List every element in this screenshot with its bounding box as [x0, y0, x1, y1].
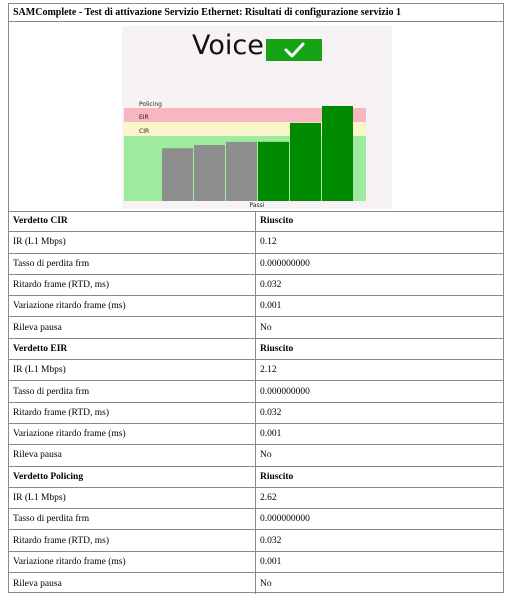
report-table	[8, 3, 504, 593]
table-row	[9, 424, 503, 445]
chart-plot	[122, 26, 392, 209]
verdict-label: Verdetto CIR	[9, 211, 256, 231]
table-row	[9, 509, 503, 530]
metric-label: Tasso di perdita frm	[9, 254, 256, 274]
metric-label: Ritardo frame (RTD, ms)	[9, 275, 256, 295]
metric-label: Rileva pausa	[9, 317, 256, 337]
chart-bar	[194, 145, 225, 201]
metric-label: Tasso di perdita frm	[9, 509, 256, 529]
chart-bar	[290, 123, 321, 201]
voice-chart	[122, 26, 392, 209]
metric-value: 0.032	[260, 280, 282, 291]
table-row	[9, 360, 503, 381]
metric-value: 0.001	[260, 301, 282, 312]
metric-value: 2.12	[260, 365, 277, 376]
verdict-value: Riuscito	[260, 216, 294, 227]
metric-value: No	[260, 322, 272, 333]
table-row	[9, 445, 503, 466]
metric-label: IR (L1 Mbps)	[9, 360, 256, 380]
report-title: SAMComplete - Test di attivazione Servizio Ethernet: Risultati di configurazione servizio 1	[9, 4, 503, 22]
verdict-value: Riuscito	[260, 343, 294, 354]
metric-label: Ritardo frame (RTD, ms)	[9, 403, 256, 423]
metric-label: Variazione ritardo frame (ms)	[9, 296, 256, 316]
verdict-label: Verdetto EIR	[9, 339, 256, 359]
cir-label: CIR	[139, 128, 150, 135]
section-header-row	[9, 211, 503, 232]
table-row	[9, 232, 503, 253]
metric-value: 0.001	[260, 556, 282, 567]
policing-label: Policing	[139, 101, 162, 108]
verdict-label: Verdetto Policing	[9, 467, 256, 487]
table-row	[9, 552, 503, 573]
metric-value: No	[260, 578, 272, 589]
metric-label: Tasso di perdita frm	[9, 381, 256, 401]
chart-bar	[258, 142, 289, 201]
table-row	[9, 317, 503, 338]
metric-label: Variazione ritardo frame (ms)	[9, 552, 256, 572]
metric-label: IR (L1 Mbps)	[9, 488, 256, 508]
chart-bar	[226, 142, 257, 201]
table-row	[9, 403, 503, 424]
chart-bar	[162, 148, 193, 201]
metric-value: 2.62	[260, 493, 277, 503]
metric-label: Rileva pausa	[9, 445, 256, 465]
metric-value: 0.12	[260, 237, 277, 248]
table-row	[9, 254, 503, 275]
metric-value: 0.000000000	[260, 514, 310, 525]
results-table	[9, 211, 503, 594]
table-row	[9, 488, 503, 509]
chart-cell	[9, 22, 503, 212]
metric-label: Rileva pausa	[9, 573, 256, 594]
table-row	[9, 530, 503, 551]
metric-value: No	[260, 450, 272, 461]
x-axis-label: Passi	[249, 202, 265, 209]
table-row	[9, 275, 503, 296]
chart-heading: Voice	[192, 30, 264, 61]
metric-value: 0.000000000	[260, 258, 310, 269]
metric-value: 0.001	[260, 429, 282, 440]
chart-bar	[322, 106, 353, 201]
metric-value: 0.032	[260, 535, 282, 546]
table-row	[9, 296, 503, 317]
section-header-row	[9, 339, 503, 360]
metric-value: 0.032	[260, 407, 282, 418]
eir-label: EIR	[139, 114, 149, 121]
verdict-value: Riuscito	[260, 471, 294, 482]
table-row	[9, 573, 503, 594]
section-header-row	[9, 467, 503, 488]
table-row	[9, 381, 503, 402]
metric-label: Variazione ritardo frame (ms)	[9, 424, 256, 444]
metric-label: IR (L1 Mbps)	[9, 232, 256, 252]
metric-value: 0.000000000	[260, 386, 310, 397]
metric-label: Ritardo frame (RTD, ms)	[9, 530, 256, 550]
